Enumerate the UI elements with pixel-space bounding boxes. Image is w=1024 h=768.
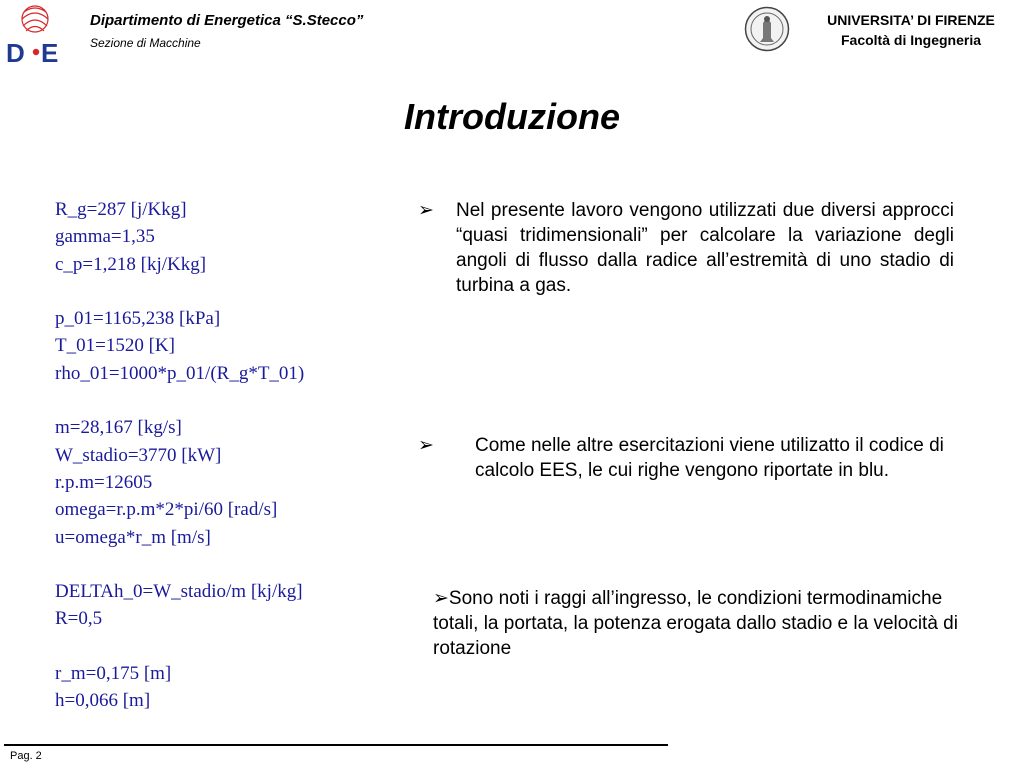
code-line: W_stadio=3770 [kW]: [55, 444, 222, 466]
bullet-text: Come nelle altre esercitazioni viene utilizatto il codice di calcolo EES, le cui righe vengono riportate in blu.: [475, 435, 944, 481]
page-number: Pag. 2: [10, 750, 42, 762]
code-blank-line: [55, 633, 304, 660]
university-name: UNIVERSITA’ DI FIRENZE: [827, 12, 995, 28]
bullet-arrow-icon: ➢: [418, 200, 434, 221]
code-line: m=28,167 [kg/s]: [55, 417, 182, 439]
code-line: T_01=1520 [K]: [55, 335, 175, 357]
code-line: r_m=0,175 [m]: [55, 663, 172, 685]
university-seal-icon: [744, 6, 790, 52]
bullet-item-1: [418, 198, 954, 298]
department-logo: [4, 2, 66, 66]
slide-title: Introduzione: [404, 96, 620, 137]
code-line: r.p.m=12605: [55, 471, 153, 493]
department-logo-icon: [4, 2, 66, 66]
department-section: Sezione di Macchine: [90, 36, 201, 50]
department-name: Dipartimento di Energetica “S.Stecco”: [90, 12, 364, 29]
code-line: gamma=1,35: [55, 226, 155, 248]
footer-divider: [4, 744, 668, 746]
bullet-item-3: [433, 586, 973, 661]
university-seal: [744, 6, 790, 52]
bullet-arrow-icon: ➢: [418, 435, 434, 456]
code-line: DELTAh_0=W_stadio/m [kj/kg]: [55, 581, 303, 603]
code-blank-line: [55, 387, 304, 414]
code-line: c_p=1,218 [kj/Kkg]: [55, 253, 207, 275]
ees-code-block: [55, 196, 304, 715]
code-line: h=0,066 [m]: [55, 690, 151, 712]
svg-text:E: E: [41, 38, 59, 66]
bullet-item-2: [418, 433, 954, 483]
code-line: p_01=1165,238 [kPa]: [55, 308, 221, 330]
code-line: R_g=287 [j/Kkg]: [55, 199, 187, 220]
bullet-text: Sono noti i raggi all’ingresso, le condizioni termodinamiche totali, la portata, la potenza erogata dallo stadio e la velocità di rotazione: [433, 588, 958, 659]
code-blank-line: [55, 278, 304, 305]
bullet-text: Nel presente lavoro vengono utilizzati due diversi approcci “quasi tridimensionali” per calcolare la variazione degli angoli di flusso dalla radice all’estremità di uno stadio di turbina a gas.: [456, 200, 954, 296]
code-blank-line: [55, 551, 304, 578]
svg-text:D: D: [6, 38, 25, 66]
code-line: u=omega*r_m [m/s]: [55, 526, 211, 548]
code-line: rho_01=1000*p_01/(R_g*T_01): [55, 362, 305, 384]
bullet-arrow-icon: ➢: [433, 588, 449, 609]
university-faculty: Facoltà di Ingegneria: [840, 32, 982, 48]
code-line: omega=r.p.m*2*pi/60 [rad/s]: [55, 499, 278, 521]
code-line: R=0,5: [55, 608, 103, 630]
